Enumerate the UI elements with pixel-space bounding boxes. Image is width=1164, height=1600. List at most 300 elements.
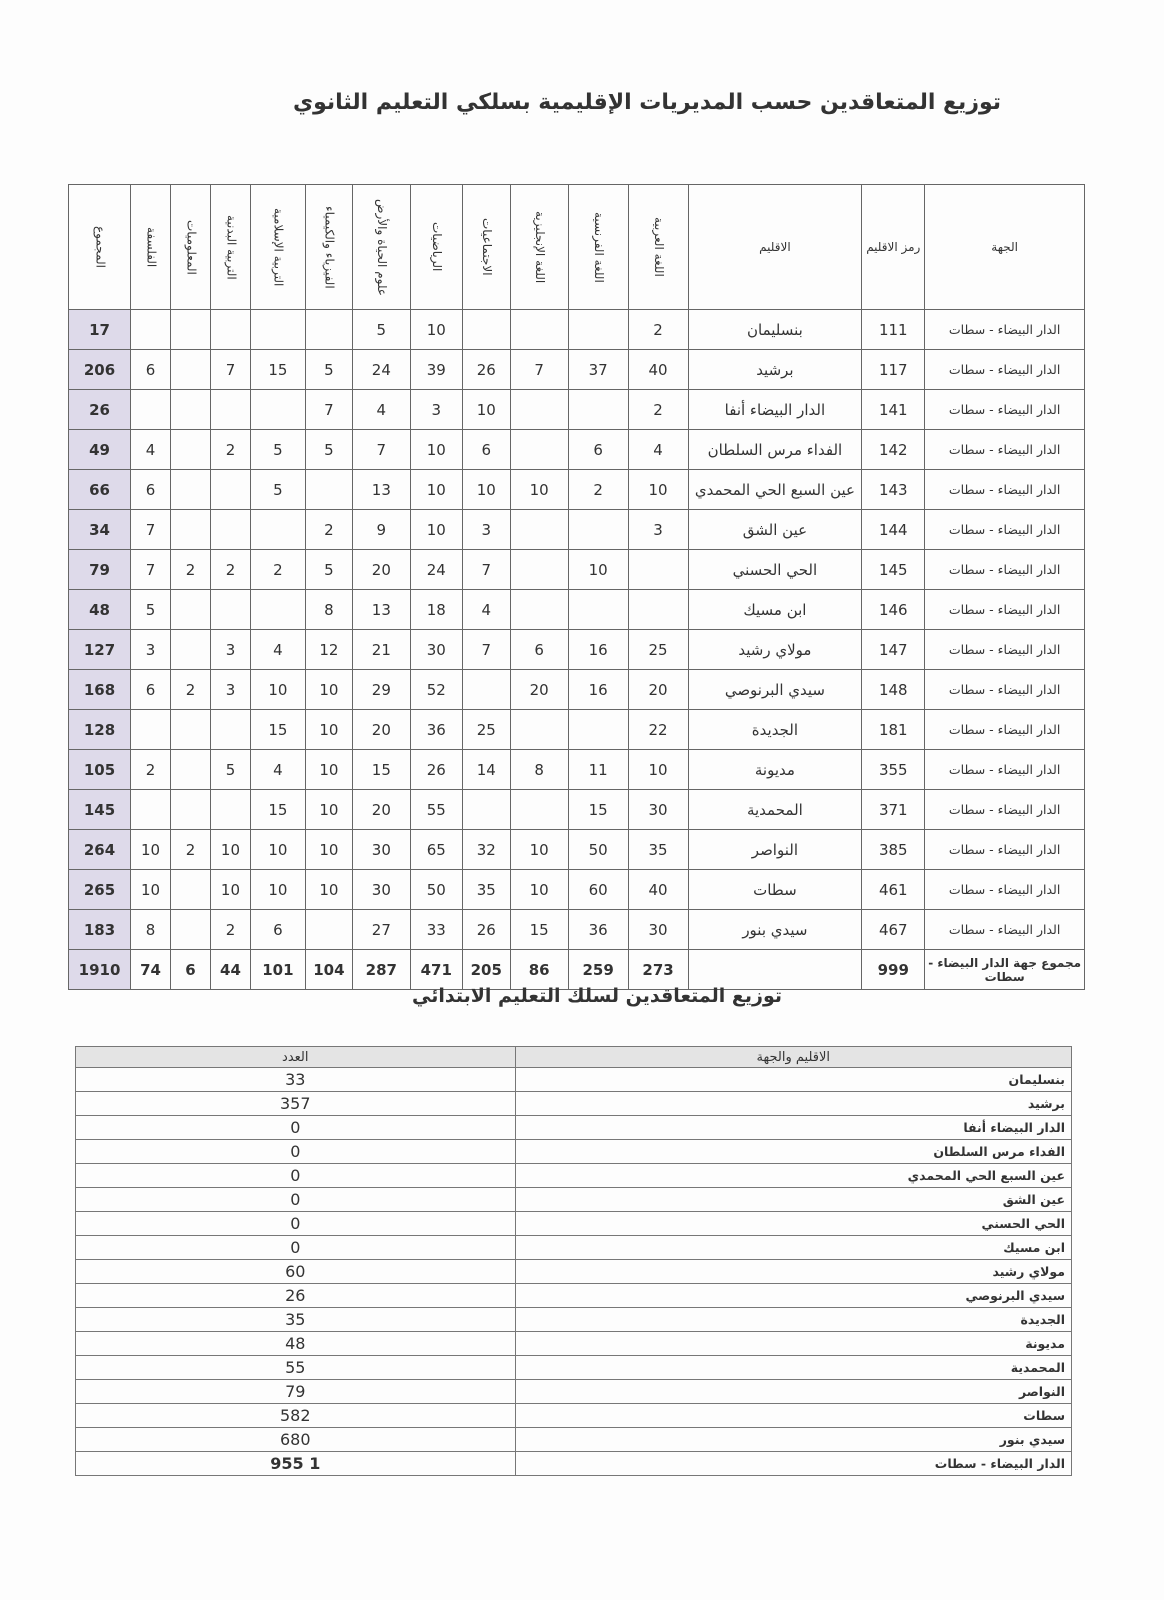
table-cell: 6 <box>131 670 171 710</box>
province-name: سيدي البرنوصي <box>515 1284 1071 1308</box>
column-header-label: التربية البدنية <box>224 214 239 280</box>
table-row <box>69 510 1085 550</box>
table-cell <box>510 430 568 470</box>
table-cell: 5 <box>250 470 305 510</box>
table-row <box>76 1404 1072 1428</box>
table-cell: 18 <box>410 590 462 630</box>
table-cell <box>568 510 628 550</box>
table-cell: 10 <box>410 510 462 550</box>
primary-contracts-table <box>75 1046 1072 1476</box>
total-cell: 6 <box>171 950 211 990</box>
table-cell <box>305 910 352 950</box>
total-cell: 999 <box>862 950 925 990</box>
table-cell: سيدي البرنوصي <box>688 670 862 710</box>
column-header <box>462 185 510 310</box>
table-cell: 26 <box>462 350 510 390</box>
table-cell: 10 <box>305 830 352 870</box>
count-cell: 48 <box>76 1332 516 1356</box>
table-cell <box>171 390 211 430</box>
province-name: المحمدية <box>515 1356 1071 1380</box>
table-cell: 24 <box>410 550 462 590</box>
province-name: برشيد <box>515 1092 1071 1116</box>
table-cell: 15 <box>510 910 568 950</box>
table-cell: الدار البيضاء - سطات <box>925 910 1085 950</box>
table-cell: الجديدة <box>688 710 862 750</box>
table-cell: 10 <box>305 870 352 910</box>
table-row <box>76 1140 1072 1164</box>
table-cell: 3 <box>628 510 688 550</box>
column-header <box>410 185 462 310</box>
table-cell: 385 <box>862 830 925 870</box>
table-row <box>76 1284 1072 1308</box>
table-cell: الدار البيضاء - سطات <box>925 390 1085 430</box>
table-cell: 144 <box>862 510 925 550</box>
table-row <box>69 750 1085 790</box>
table-cell: 6 <box>462 430 510 470</box>
table-cell: 34 <box>69 510 131 550</box>
total-cell: 205 <box>462 950 510 990</box>
table-cell: 15 <box>250 350 305 390</box>
table-cell <box>250 310 305 350</box>
table-cell: 40 <box>628 350 688 390</box>
table-cell: 2 <box>628 390 688 430</box>
table-cell: الدار البيضاء - سطات <box>925 470 1085 510</box>
count-cell: 60 <box>76 1260 516 1284</box>
table-row <box>69 590 1085 630</box>
count-cell: 55 <box>76 1356 516 1380</box>
table-cell: 2 <box>568 470 628 510</box>
table-cell: 32 <box>462 830 510 870</box>
table-cell <box>628 550 688 590</box>
table-cell: الدار البيضاء - سطات <box>925 630 1085 670</box>
column-header-label: الجهة <box>991 240 1018 254</box>
table-cell: 30 <box>628 790 688 830</box>
table-cell <box>628 590 688 630</box>
table-cell: 461 <box>862 870 925 910</box>
total-cell <box>688 950 862 990</box>
table-cell: 111 <box>862 310 925 350</box>
table-cell: 6 <box>250 910 305 950</box>
table-cell: عين الشق <box>688 510 862 550</box>
table-cell: 10 <box>131 830 171 870</box>
table-cell: 48 <box>69 590 131 630</box>
table-cell: سيدي بنور <box>688 910 862 950</box>
column-header <box>568 185 628 310</box>
table-cell <box>510 310 568 350</box>
table-row <box>76 1092 1072 1116</box>
table-cell: 355 <box>862 750 925 790</box>
table-cell: 30 <box>352 870 410 910</box>
table-cell: 37 <box>568 350 628 390</box>
table-cell: 2 <box>131 750 171 790</box>
column-header <box>510 185 568 310</box>
province-name: الجديدة <box>515 1308 1071 1332</box>
table-cell: 10 <box>510 830 568 870</box>
table-cell: 5 <box>305 350 352 390</box>
table-cell: 10 <box>628 750 688 790</box>
table-cell: 30 <box>410 630 462 670</box>
table-cell: 55 <box>410 790 462 830</box>
table-cell: 147 <box>862 630 925 670</box>
table-cell: 145 <box>69 790 131 830</box>
column-header <box>69 185 131 310</box>
table-cell: 20 <box>510 670 568 710</box>
column-header-label: التربية الإسلامية <box>271 207 286 287</box>
table-cell: الدار البيضاء - سطات <box>925 310 1085 350</box>
table-cell: 20 <box>352 790 410 830</box>
total-cell: مجموع جهة الدار البيضاء - سطات <box>925 950 1085 990</box>
table-cell: 30 <box>628 910 688 950</box>
table-cell: 10 <box>250 670 305 710</box>
table-cell: 10 <box>462 470 510 510</box>
column-header <box>305 185 352 310</box>
table-cell: 4 <box>131 430 171 470</box>
total-cell: 1910 <box>69 950 131 990</box>
table-row <box>69 630 1085 670</box>
table-cell: 6 <box>131 470 171 510</box>
province-name: عين الشق <box>515 1188 1071 1212</box>
table-cell: 7 <box>131 550 171 590</box>
table-row <box>69 670 1085 710</box>
table-cell: 15 <box>250 710 305 750</box>
table-cell: الدار البيضاء - سطات <box>925 750 1085 790</box>
column-header <box>250 185 305 310</box>
table-cell: 65 <box>410 830 462 870</box>
table-cell: 26 <box>69 390 131 430</box>
table-cell: 15 <box>352 750 410 790</box>
table-cell: 50 <box>410 870 462 910</box>
table-cell: 117 <box>862 350 925 390</box>
table-cell: 33 <box>410 910 462 950</box>
table-row <box>76 1356 1072 1380</box>
table-cell: 10 <box>250 830 305 870</box>
table-cell: 27 <box>352 910 410 950</box>
count-cell: 33 <box>76 1068 516 1092</box>
column-header-label: رمز الاقليم <box>866 240 921 254</box>
table-cell <box>250 510 305 550</box>
table-cell: 10 <box>510 870 568 910</box>
count-cell: 0 <box>76 1140 516 1164</box>
table-cell: 7 <box>462 550 510 590</box>
table-cell: 10 <box>131 870 171 910</box>
column-header <box>628 185 688 310</box>
table-row <box>76 1332 1072 1356</box>
table-cell <box>171 470 211 510</box>
table-cell <box>210 470 250 510</box>
table-cell <box>131 310 171 350</box>
table-cell: 39 <box>410 350 462 390</box>
table-cell: 168 <box>69 670 131 710</box>
column-header: العدد <box>76 1047 516 1068</box>
table-cell: 50 <box>568 830 628 870</box>
table-cell: 145 <box>862 550 925 590</box>
table-cell <box>568 710 628 750</box>
table-cell: الدار البيضاء - سطات <box>925 350 1085 390</box>
province-name: مولاي رشيد <box>515 1260 1071 1284</box>
table-cell: الحي الحسني <box>688 550 862 590</box>
table-cell: 10 <box>305 750 352 790</box>
table-row <box>69 710 1085 750</box>
table-cell: 10 <box>210 870 250 910</box>
table-row <box>69 430 1085 470</box>
total-cell: 86 <box>510 950 568 990</box>
column-header-label: اللغة الفرنسية <box>591 211 606 283</box>
table-cell: 16 <box>568 630 628 670</box>
table-cell: 49 <box>69 430 131 470</box>
table-cell: 6 <box>131 350 171 390</box>
table-cell: 10 <box>628 470 688 510</box>
table-cell <box>210 310 250 350</box>
table-cell <box>171 310 211 350</box>
table-cell: مولاي رشيد <box>688 630 862 670</box>
table-cell: 7 <box>305 390 352 430</box>
count-cell: 582 <box>76 1404 516 1428</box>
column-header-label: المعلوميات <box>184 219 199 275</box>
table-cell: 30 <box>352 830 410 870</box>
table-cell: 148 <box>862 670 925 710</box>
table-cell: 5 <box>250 430 305 470</box>
column-header: الاقليم والجهة <box>515 1047 1071 1068</box>
total-cell: 104 <box>305 950 352 990</box>
table-cell: 10 <box>210 830 250 870</box>
table-cell: 26 <box>462 910 510 950</box>
table-cell: النواصر <box>688 830 862 870</box>
table-cell: 128 <box>69 710 131 750</box>
table-row <box>69 790 1085 830</box>
count-cell: 0 <box>76 1236 516 1260</box>
table-cell <box>171 750 211 790</box>
count-cell: 680 <box>76 1428 516 1452</box>
table-cell: 4 <box>628 430 688 470</box>
table-cell <box>568 310 628 350</box>
province-name: سيدي بنور <box>515 1428 1071 1452</box>
table-cell: 3 <box>131 630 171 670</box>
table-cell: 79 <box>69 550 131 590</box>
table-row <box>69 830 1085 870</box>
table-cell: 143 <box>862 470 925 510</box>
column-header <box>131 185 171 310</box>
total-cell: 74 <box>131 950 171 990</box>
table-cell: الدار البيضاء - سطات <box>925 830 1085 870</box>
table-cell: 2 <box>171 830 211 870</box>
table-cell: 265 <box>69 870 131 910</box>
table-cell: الفداء مرس السلطان <box>688 430 862 470</box>
table-cell: برشيد <box>688 350 862 390</box>
table-cell: 3 <box>210 630 250 670</box>
table-cell <box>171 590 211 630</box>
province-name: سطات <box>515 1404 1071 1428</box>
table-cell: 15 <box>568 790 628 830</box>
table-cell: 20 <box>352 550 410 590</box>
table-cell: ابن مسيك <box>688 590 862 630</box>
table-cell: 7 <box>352 430 410 470</box>
table-cell <box>510 790 568 830</box>
table-cell: 142 <box>862 430 925 470</box>
table-cell: 10 <box>305 710 352 750</box>
province-name: ابن مسيك <box>515 1236 1071 1260</box>
total-cell: 259 <box>568 950 628 990</box>
table-cell <box>210 390 250 430</box>
table-row <box>69 350 1085 390</box>
table-cell: سطات <box>688 870 862 910</box>
table-cell: 10 <box>410 470 462 510</box>
table-cell: 141 <box>862 390 925 430</box>
total-row <box>69 950 1085 990</box>
table-cell <box>171 910 211 950</box>
table-cell: 13 <box>352 590 410 630</box>
table-cell: 10 <box>250 870 305 910</box>
column-header-label: المجموع <box>93 226 108 268</box>
table-cell: 10 <box>568 550 628 590</box>
table-cell <box>568 590 628 630</box>
table-cell <box>171 510 211 550</box>
table-cell <box>131 790 171 830</box>
table-cell: 25 <box>628 630 688 670</box>
table-cell <box>305 310 352 350</box>
table-row <box>76 1308 1072 1332</box>
table-cell: 29 <box>352 670 410 710</box>
table-cell: 4 <box>250 750 305 790</box>
table-cell: المحمدية <box>688 790 862 830</box>
table-cell <box>510 710 568 750</box>
table-cell <box>171 350 211 390</box>
secondary-contracts-table <box>68 184 1085 990</box>
province-name: عين السبع الحي المحمدي <box>515 1164 1071 1188</box>
province-name: مديونة <box>515 1332 1071 1356</box>
column-header <box>352 185 410 310</box>
table-cell: 35 <box>628 830 688 870</box>
table-cell: 10 <box>462 390 510 430</box>
table-cell: 2 <box>628 310 688 350</box>
table-cell: 7 <box>462 630 510 670</box>
column-header-label: علوم الحياة والأرض <box>375 198 390 296</box>
count-cell: 26 <box>76 1284 516 1308</box>
table-cell: 21 <box>352 630 410 670</box>
table-cell: 10 <box>410 310 462 350</box>
table-cell: 467 <box>862 910 925 950</box>
table-cell: 40 <box>628 870 688 910</box>
column-header-label: الفيزياء والكيمياء <box>322 205 337 289</box>
table-cell: 24 <box>352 350 410 390</box>
total-cell: 273 <box>628 950 688 990</box>
column-header <box>688 185 862 310</box>
table-row <box>76 1212 1072 1236</box>
table-cell <box>462 790 510 830</box>
table-cell: الدار البيضاء - سطات <box>925 790 1085 830</box>
table-row <box>76 1188 1072 1212</box>
province-name: الحي الحسني <box>515 1212 1071 1236</box>
table-row <box>76 1236 1072 1260</box>
table-cell <box>171 430 211 470</box>
table-cell: 4 <box>462 590 510 630</box>
table-cell <box>305 470 352 510</box>
province-name: الفداء مرس السلطان <box>515 1140 1071 1164</box>
table-cell: 4 <box>250 630 305 670</box>
total-cell: 471 <box>410 950 462 990</box>
column-header-label: اللغة العربية <box>651 217 666 277</box>
table-cell: 10 <box>305 670 352 710</box>
table-row <box>76 1068 1072 1092</box>
column-header <box>171 185 211 310</box>
table-row <box>69 390 1085 430</box>
secondary-table-title: توزيع المتعاقدين حسب المديريات الإقليمية بسلكي التعليم الثانوي <box>292 90 1002 115</box>
primary-table-title: توزيع المتعاقدين لسلك التعليم الابتدائي <box>411 985 783 1007</box>
table-cell: 2 <box>171 670 211 710</box>
table-row <box>76 1452 1072 1476</box>
table-cell: الدار البيضاء - سطات <box>925 670 1085 710</box>
province-name: بنسليمان <box>515 1068 1071 1092</box>
table-cell: 20 <box>352 710 410 750</box>
table-cell: بنسليمان <box>688 310 862 350</box>
table-cell: 9 <box>352 510 410 550</box>
table-cell: 5 <box>352 310 410 350</box>
table-cell <box>250 590 305 630</box>
table-cell <box>171 630 211 670</box>
table-cell <box>210 790 250 830</box>
table-cell <box>171 710 211 750</box>
table-cell: 36 <box>568 910 628 950</box>
table-row <box>69 310 1085 350</box>
column-header-label: الرياضيات <box>430 222 445 272</box>
table-cell <box>210 710 250 750</box>
table-cell: 7 <box>131 510 171 550</box>
table-cell: 2 <box>171 550 211 590</box>
table-cell: 60 <box>568 870 628 910</box>
table-cell: 206 <box>69 350 131 390</box>
table-cell: 183 <box>69 910 131 950</box>
table-cell: 4 <box>352 390 410 430</box>
table-cell: 2 <box>210 910 250 950</box>
table-cell: 20 <box>628 670 688 710</box>
column-header-label: الفلسفة <box>144 226 159 268</box>
table-cell <box>131 390 171 430</box>
count-cell: 79 <box>76 1380 516 1404</box>
table-row <box>76 1380 1072 1404</box>
table-row <box>76 1428 1072 1452</box>
table-cell: 181 <box>862 710 925 750</box>
column-header-label: الاقليم <box>759 240 791 254</box>
table-cell <box>250 390 305 430</box>
table-cell: 3 <box>410 390 462 430</box>
count-cell: 35 <box>76 1308 516 1332</box>
table-row <box>69 910 1085 950</box>
table-cell: 5 <box>305 430 352 470</box>
table-cell: 12 <box>305 630 352 670</box>
table-cell: 3 <box>210 670 250 710</box>
table-cell: 22 <box>628 710 688 750</box>
column-header <box>925 185 1085 310</box>
table-cell: 5 <box>210 750 250 790</box>
table-cell: مديونة <box>688 750 862 790</box>
table-cell: الدار البيضاء - سطات <box>925 590 1085 630</box>
table-cell <box>510 550 568 590</box>
table-row <box>76 1164 1072 1188</box>
table-cell: 5 <box>305 550 352 590</box>
count-cell: 1 955 <box>76 1452 516 1476</box>
table-cell: الدار البيضاء - سطات <box>925 430 1085 470</box>
table-cell: الدار البيضاء - سطات <box>925 510 1085 550</box>
column-header-label: الاجتماعيات <box>480 218 495 276</box>
column-header <box>862 185 925 310</box>
table-cell: 7 <box>510 350 568 390</box>
table-cell: الدار البيضاء - سطات <box>925 710 1085 750</box>
table-cell: 7 <box>210 350 250 390</box>
total-cell: 44 <box>210 950 250 990</box>
table-cell: 5 <box>131 590 171 630</box>
count-cell: 0 <box>76 1188 516 1212</box>
table-cell: 52 <box>410 670 462 710</box>
table-cell: 105 <box>69 750 131 790</box>
